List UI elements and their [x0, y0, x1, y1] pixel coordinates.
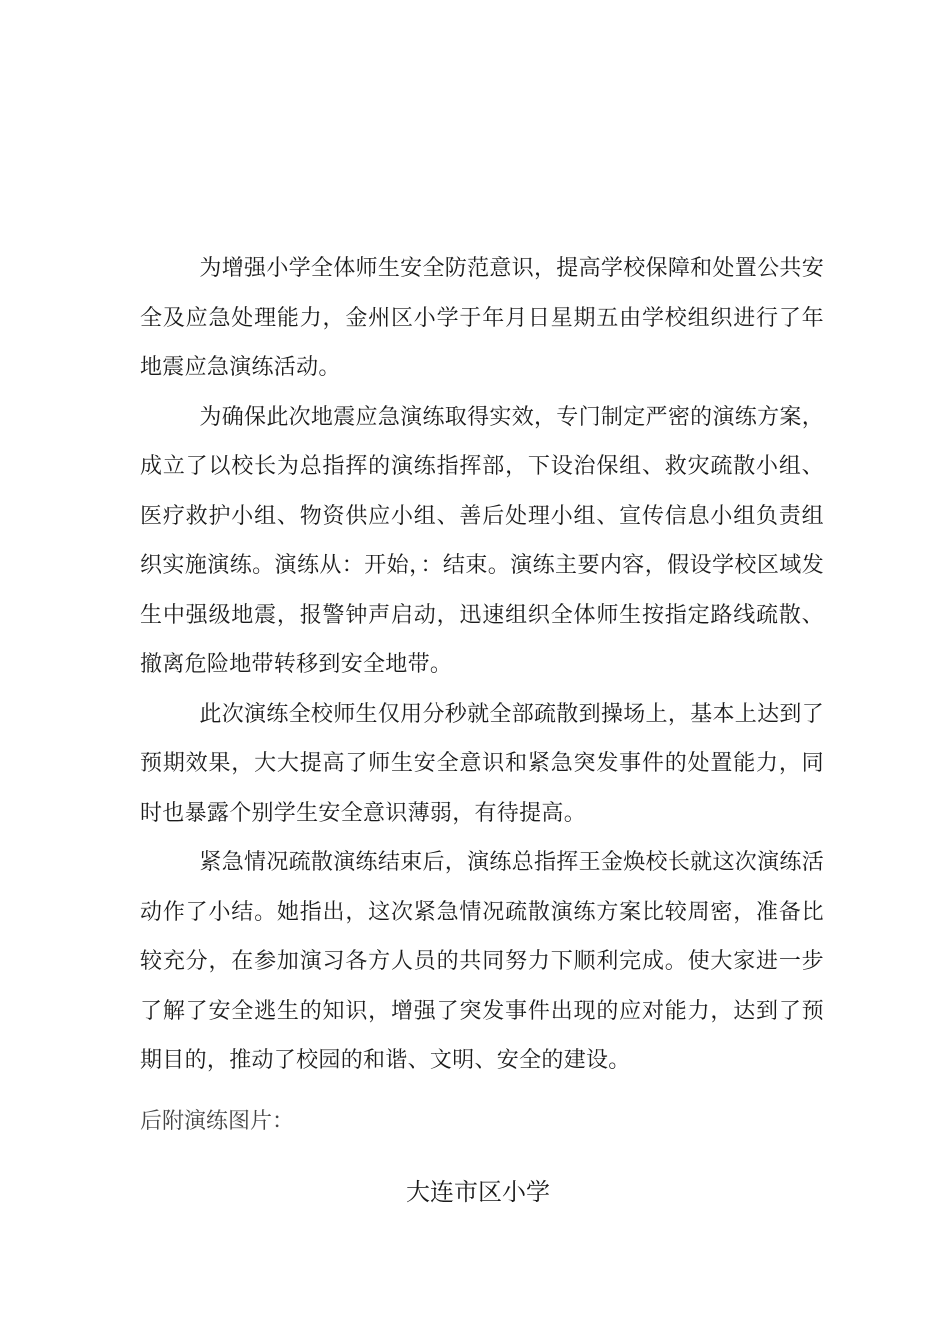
paragraph-summary: 紧急情况疏散演练结束后，演练总指挥王金焕校长就这次演练活动作了小结。她指出，这次紧急情况疏散演练方案比较周密，准备比较充分，在参加演习各方人员的共同努力下顺利完成。使大家进一步了解了安全逃生的知识，增强了突发事件出现的应对能力，达到了预期目的，推动了校园的和谐、文明、安全的建设。	[140, 850, 824, 1073]
paragraph-intro: 为增强小学全体师生安全防范意识，提高学校保障和处置公共安全及应急处理能力，金州区小学于年月日星期五由学校组织进行了年地震应急演练活动。	[140, 256, 824, 380]
paragraph-result: 此次演练全校师生仅用分秒就全部疏散到操场上，基本上达到了预期效果，大大提高了师生安全意识和紧急突发事件的处置能力，同时也暴露个别学生安全意识薄弱，有待提高。	[140, 701, 824, 826]
signature: 大连市区小学	[406, 1178, 550, 1206]
attachment-note: 后附演练图片：	[140, 1109, 295, 1134]
document-body	[140, 244, 824, 1086]
paragraph-plan: 为确保此次地震应急演练取得实效，专门制定严密的演练方案，成立了以校长为总指挥的演练指挥部，下设治保组、救灾疏散小组、医疗救护小组、物资供应小组、善后处理小组、宣传信息小组负责组织实施演练。演练从：开始，：结束。演练主要内容，假设学校区域发生中强级地震，报警钟声启动，迅速组织全体师生按指定路线疏散、撤离危险地带转移到安全地带。	[140, 404, 824, 677]
